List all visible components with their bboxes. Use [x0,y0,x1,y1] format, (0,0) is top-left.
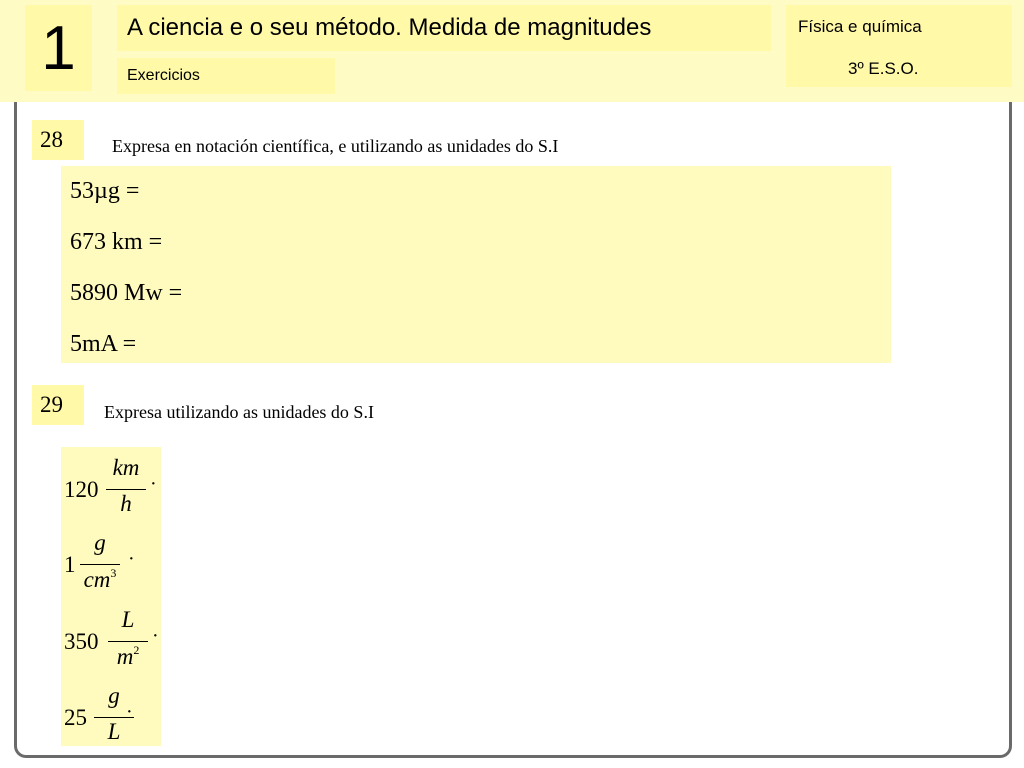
dot: · [152,625,159,647]
exercise-28-number: 28 [32,120,84,160]
fraction-bar [108,641,148,642]
exercise-29-instruction: Expresa utilizando as unidades do S.I [104,402,374,422]
section-label: Exercicios [117,58,335,94]
denominator [80,566,120,593]
denominator-unit: L [107,719,121,744]
numerator: km [112,455,140,480]
exercise-29-expressions [61,447,161,746]
dot: · [128,548,135,570]
dot: · [126,701,133,723]
numerator: g [94,530,106,555]
answer-line: 673 km = [70,229,163,255]
answer-line: 53µg = [70,178,140,204]
subject-level: 3º E.S.O. [848,59,919,78]
dot: · [150,473,157,495]
denominator [108,643,148,670]
denominator [106,491,146,517]
numerator: L [121,607,135,632]
exercise-29-number: 29 [32,385,84,425]
subject-name: Física e química [798,17,922,36]
page-title: A ciencia e o seu método. Medida de magnitudes [117,5,771,51]
numerator: g [108,683,120,708]
exercise-28-instruction: Expresa en notación científica, e utilizando as unidades do S.I [112,136,559,156]
exponent: 2 [133,643,140,657]
exponent: 3 [110,566,117,580]
coefficient: 120 [64,477,99,502]
subject-box [786,5,1012,87]
exercise-28-answers [61,166,891,363]
fraction-bar [106,489,146,490]
coefficient: 25 [64,705,87,730]
coefficient: 350 [64,629,99,654]
denominator-unit: cm [83,567,111,592]
unit-number: 1 [25,5,92,91]
answer-line: 5890 Mw = [70,280,183,306]
coefficient: 1 [64,552,76,577]
denominator-unit: m [116,644,134,669]
fraction-bar [80,564,120,565]
denominator-unit: h [120,491,132,516]
answer-line: 5mA = [70,331,137,357]
